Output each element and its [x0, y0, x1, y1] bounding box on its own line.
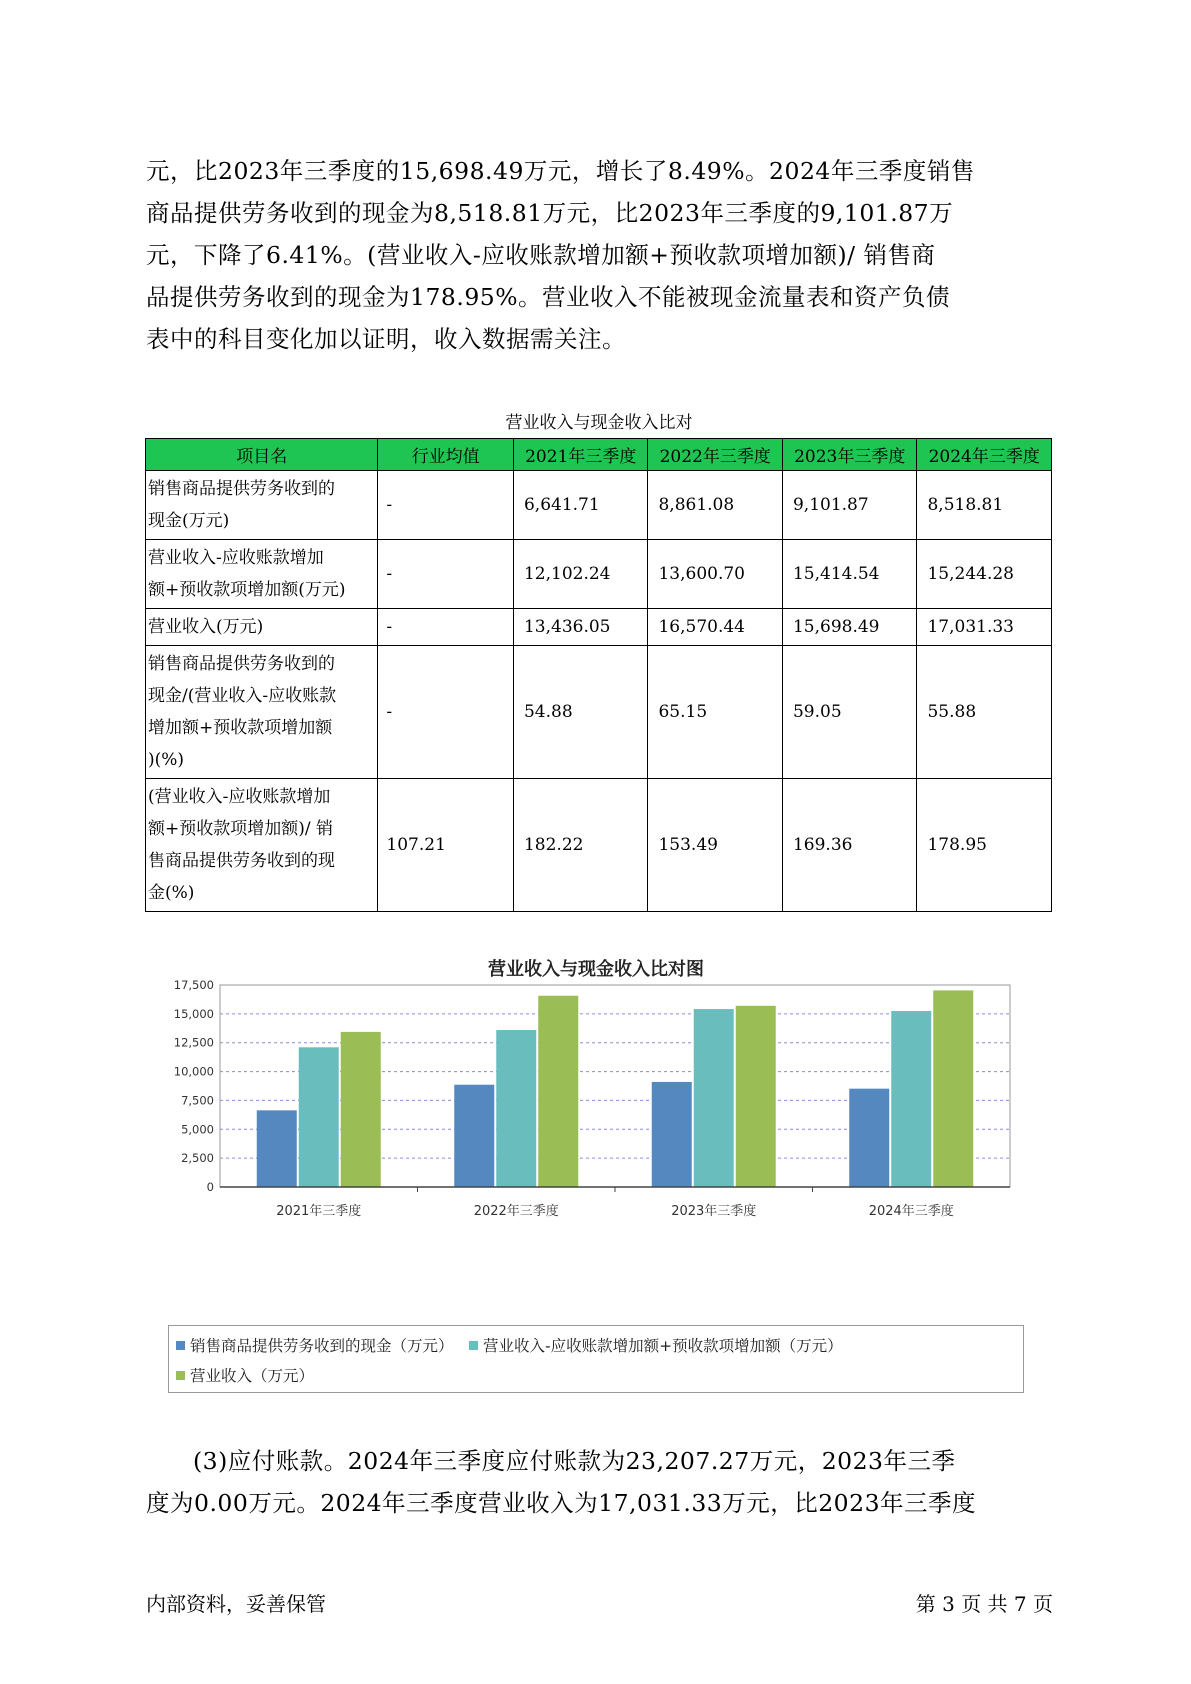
paragraph-line: 元，下降了6.41%。(营业收入-应收账款增加额+预收款项增加额)/ 销售商: [146, 241, 936, 269]
table-cell: 15,414.54: [782, 540, 917, 609]
table-cell: 15,698.49: [782, 609, 917, 646]
table-cell: 17,031.33: [917, 609, 1052, 646]
table-row: [146, 609, 1052, 646]
bar: [341, 1032, 381, 1187]
table-header-row: [146, 439, 1052, 471]
table-row: [146, 471, 1052, 540]
page-total: 7: [1013, 1592, 1027, 1616]
legend-swatch: [176, 1341, 185, 1350]
table-cell: 55.88: [917, 646, 1052, 779]
paragraph-line: 表中的科目变化加以证明，收入数据需关注。: [146, 325, 626, 353]
table-cell: 6,641.71: [513, 471, 648, 540]
page-mid: 页 共: [961, 1592, 1008, 1616]
bar: [496, 1030, 536, 1187]
header-2022-q3: 2022年三季度: [648, 439, 783, 471]
header-2024-q3: 2024年三季度: [917, 439, 1052, 471]
table-cell: 178.95: [917, 779, 1052, 912]
table-cell: 16,570.44: [648, 609, 783, 646]
paragraph-line: 元，比2023年三季度的15,698.49万元，增长了8.49%。2024年三季度销售: [146, 157, 975, 185]
legend-item: [176, 1334, 454, 1356]
bar: [891, 1011, 931, 1187]
table-cell: 8,518.81: [917, 471, 1052, 540]
legend-swatch: [469, 1341, 478, 1350]
y-tick-label: 12,500: [173, 1035, 214, 1050]
header-2023-q3: 2023年三季度: [782, 439, 917, 471]
bar: [736, 1006, 776, 1187]
row-label: 营业收入-应收账款增加 额+预收款项增加额(万元): [146, 540, 378, 609]
y-tick-label: 17,500: [173, 978, 214, 992]
row-label: (营业收入-应收账款增加 额+预收款项增加额)/ 销 售商品提供劳务收到的现 金(%): [146, 779, 378, 912]
legend-item: [469, 1334, 843, 1356]
table-cell: -: [378, 646, 514, 779]
table-cell: -: [378, 540, 514, 609]
row-label: 销售商品提供劳务收到的 现金/(营业收入-应收账款 增加额+预收款项增加额 )(%): [146, 646, 378, 779]
row-label: 销售商品提供劳务收到的 现金(万元): [146, 471, 378, 540]
page-prefix: 第: [915, 1592, 936, 1616]
footer-page-number: [916, 1588, 1053, 1617]
paragraph-line: 品提供劳务收到的现金为178.95%。营业收入不能被现金流量表和资产负债: [146, 283, 951, 311]
footer-confidential-note: 内部资料，妥善保管: [146, 1592, 326, 1616]
page-number: 3: [942, 1592, 955, 1616]
table-cell: 15,244.28: [917, 540, 1052, 609]
bar: [538, 996, 578, 1187]
body-paragraph-2: [146, 1440, 1046, 1524]
comparison-table: [145, 438, 1052, 912]
body-paragraph-1: [146, 150, 1046, 360]
y-tick-label: 10,000: [173, 1064, 214, 1079]
page-suffix: 页: [1033, 1592, 1053, 1616]
x-tick-label: 2022年三季度: [473, 1204, 559, 1219]
table-cell: 153.49: [648, 779, 783, 912]
table-caption: 营业收入与现金收入比对: [505, 413, 693, 433]
row-label: 营业收入(万元): [146, 609, 378, 646]
bar: [652, 1082, 692, 1187]
table-cell: 65.15: [648, 646, 783, 779]
legend-swatch: [176, 1371, 185, 1380]
legend-item: [176, 1364, 314, 1386]
table-cell: 107.21: [378, 779, 514, 912]
legend-label: 营业收入-应收账款增加额+预收款项增加额（万元）: [483, 1337, 843, 1355]
table-row: [146, 540, 1052, 609]
bar: [694, 1009, 734, 1187]
table-cell: 9,101.87: [782, 471, 917, 540]
x-tick-label: 2024年三季度: [868, 1204, 954, 1219]
chart-title: 营业收入与现金收入比对图: [488, 959, 704, 980]
x-tick-label: 2021年三季度: [276, 1204, 362, 1219]
paragraph-line: (3)应付账款。2024年三季度应付账款为23,207.27万元，2023年三季: [193, 1447, 956, 1475]
bar: [257, 1110, 297, 1187]
table-cell: 182.22: [513, 779, 648, 912]
legend-label: 销售商品提供劳务收到的现金（万元）: [190, 1337, 454, 1355]
paragraph-line: 商品提供劳务收到的现金为8,518.81万元，比2023年三季度的9,101.87万: [146, 199, 954, 227]
y-tick-label: 2,500: [181, 1151, 214, 1166]
table-cell: 12,102.24: [513, 540, 648, 609]
table-cell: 59.05: [782, 646, 917, 779]
bar: [454, 1085, 494, 1187]
y-tick-label: 15,000: [173, 1006, 214, 1021]
header-industry-average: 行业均值: [378, 439, 514, 471]
table-cell: 13,436.05: [513, 609, 648, 646]
table-row: [146, 646, 1052, 779]
chart-legend: [168, 1325, 1024, 1393]
y-tick-label: 0: [206, 1180, 214, 1194]
table-cell: 8,861.08: [648, 471, 783, 540]
y-tick-label: 5,000: [181, 1122, 214, 1137]
x-tick-label: 2023年三季度: [671, 1204, 757, 1219]
table-row: [146, 779, 1052, 912]
table-cell: -: [378, 471, 514, 540]
header-item-name: 项目名: [146, 439, 378, 471]
bar: [299, 1047, 339, 1187]
header-2021-q3: 2021年三季度: [513, 439, 648, 471]
table-cell: 54.88: [513, 646, 648, 779]
table-cell: 169.36: [782, 779, 917, 912]
table-cell: 13,600.70: [648, 540, 783, 609]
bar: [933, 990, 973, 1187]
y-tick-label: 7,500: [181, 1093, 214, 1108]
bar: [849, 1089, 889, 1187]
table-cell: -: [378, 609, 514, 646]
paragraph-line: 度为0.00万元。2024年三季度营业收入为17,031.33万元，比2023年三季度: [146, 1489, 977, 1517]
legend-label: 营业收入（万元）: [190, 1367, 315, 1385]
